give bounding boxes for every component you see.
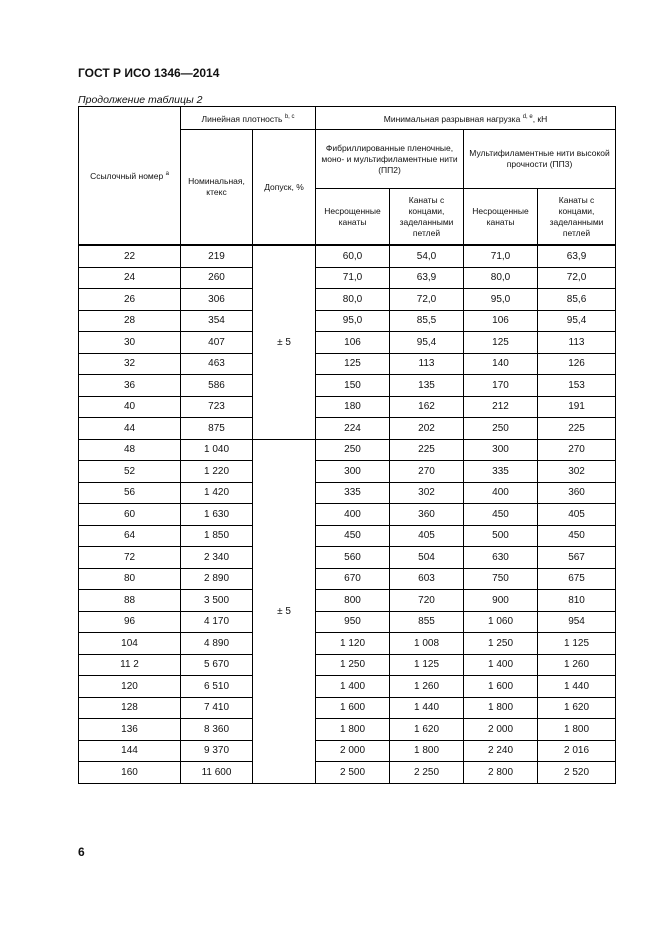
table-cell: 504	[390, 547, 464, 569]
table-cell: 126	[538, 353, 616, 375]
table-cell: 855	[390, 611, 464, 633]
table-cell: 85,5	[390, 310, 464, 332]
table-cell: 1 060	[464, 611, 538, 633]
table-cell: 405	[390, 525, 464, 547]
table-cell: 6 510	[181, 676, 253, 698]
table-cell: 136	[79, 719, 181, 741]
table-cell: 1 250	[464, 633, 538, 655]
table-cell: 80,0	[316, 289, 390, 311]
table-cell: 225	[538, 418, 616, 440]
table-cell: 80	[79, 568, 181, 590]
table-cell: 64	[79, 525, 181, 547]
table-cell: 306	[181, 289, 253, 311]
table-row	[79, 504, 616, 526]
table-cell: 106	[464, 310, 538, 332]
header-min-breaking-load	[316, 107, 616, 130]
table-cell: 1 440	[390, 697, 464, 719]
table-cell: 104	[79, 633, 181, 655]
table-row	[79, 245, 616, 267]
table-cell: 1 220	[181, 461, 253, 483]
table-cell: 36	[79, 375, 181, 397]
table-cell: 2 000	[464, 719, 538, 741]
table-cell: 1 620	[390, 719, 464, 741]
table-cell: 875	[181, 418, 253, 440]
table-cell: 950	[316, 611, 390, 633]
table-cell: 9 370	[181, 740, 253, 762]
table-cell: 400	[316, 504, 390, 526]
tolerance-cell: ± 5	[253, 439, 316, 783]
table-row	[79, 461, 616, 483]
table-cell: 95,4	[538, 310, 616, 332]
table-cell: 40	[79, 396, 181, 418]
table-cell: 810	[538, 590, 616, 612]
data-table	[78, 106, 616, 784]
table-cell: 24	[79, 267, 181, 289]
table-cell: 450	[464, 504, 538, 526]
table-cell: 48	[79, 439, 181, 461]
table-row	[79, 547, 616, 569]
table-cell: 360	[538, 482, 616, 504]
header-tolerance: Допуск, %	[253, 130, 316, 246]
table-cell: 7 410	[181, 697, 253, 719]
table-row	[79, 418, 616, 440]
table-cell: 1 260	[390, 676, 464, 698]
footnote-mark: a	[165, 171, 169, 178]
table-cell: 150	[316, 375, 390, 397]
table-cell: 135	[390, 375, 464, 397]
table-cell: 2 890	[181, 568, 253, 590]
table-cell: 500	[464, 525, 538, 547]
document-title: ГОСТ Р ИСО 1346—2014	[78, 66, 220, 80]
header-ref-number	[79, 107, 181, 246]
table-row	[79, 568, 616, 590]
table-row	[79, 676, 616, 698]
header-pp3-unspliced: Несрощенные канаты	[464, 189, 538, 246]
table-cell: 5 670	[181, 654, 253, 676]
table-cell: 900	[464, 590, 538, 612]
table-cell: 191	[538, 396, 616, 418]
table-row	[79, 332, 616, 354]
table-cell: 2 250	[390, 762, 464, 784]
table-cell: 250	[464, 418, 538, 440]
table-cell: 96	[79, 611, 181, 633]
header-group-pp3: Мультифиламентные нити высокой прочности (ПП3)	[464, 130, 616, 189]
table-cell: 180	[316, 396, 390, 418]
table-cell: 28	[79, 310, 181, 332]
table-row	[79, 439, 616, 461]
table-cell: 250	[316, 439, 390, 461]
table-row	[79, 611, 616, 633]
header-group-pp2: Фибриллированные пленочные, моно- и мультифиламентные нити (ПП2)	[316, 130, 464, 189]
table-cell: 2 240	[464, 740, 538, 762]
table-cell: 56	[79, 482, 181, 504]
table-cell: 72	[79, 547, 181, 569]
table-cell: 450	[538, 525, 616, 547]
table-cell: 4 170	[181, 611, 253, 633]
header-min-breaking-load-label: Минимальная разрывная нагрузка	[383, 113, 521, 124]
table-cell: 60,0	[316, 245, 390, 267]
table-row	[79, 289, 616, 311]
table-cell: 360	[390, 504, 464, 526]
table-cell: 113	[390, 353, 464, 375]
table-cell: 224	[316, 418, 390, 440]
table-cell: 603	[390, 568, 464, 590]
table-cell: 1 008	[390, 633, 464, 655]
table-cell: 1 400	[316, 676, 390, 698]
table-cell: 160	[79, 762, 181, 784]
tolerance-cell: ± 5	[253, 245, 316, 439]
table-cell: 1 800	[316, 719, 390, 741]
table-row	[79, 740, 616, 762]
table-cell: 1 125	[390, 654, 464, 676]
table-cell: 212	[464, 396, 538, 418]
table-cell: 30	[79, 332, 181, 354]
table-row	[79, 482, 616, 504]
table-cell: 1 420	[181, 482, 253, 504]
table-cell: 11 600	[181, 762, 253, 784]
table-cell: 85,6	[538, 289, 616, 311]
table-row	[79, 590, 616, 612]
table-cell: 4 890	[181, 633, 253, 655]
table-cell: 2 016	[538, 740, 616, 762]
table-cell: 335	[464, 461, 538, 483]
table-cell: 260	[181, 267, 253, 289]
table-row	[79, 633, 616, 655]
table-cell: 80,0	[464, 267, 538, 289]
table-cell: 52	[79, 461, 181, 483]
table-cell: 450	[316, 525, 390, 547]
table-cell: 125	[464, 332, 538, 354]
table-cell: 1 400	[464, 654, 538, 676]
table-cell: 113	[538, 332, 616, 354]
header-unit: , кН	[532, 113, 548, 124]
table-header	[79, 107, 616, 246]
table-cell: 2 800	[464, 762, 538, 784]
table-cell: 405	[538, 504, 616, 526]
table-cell: 1 260	[538, 654, 616, 676]
table-cell: 302	[538, 461, 616, 483]
table-cell: 2 500	[316, 762, 390, 784]
table-cell: 72,0	[538, 267, 616, 289]
header-ref-number-label: Ссылочный номер	[90, 170, 164, 181]
table-cell: 2 340	[181, 547, 253, 569]
table-row	[79, 310, 616, 332]
table-cell: 63,9	[390, 267, 464, 289]
page-number: 6	[78, 845, 85, 859]
table-cell: 1 850	[181, 525, 253, 547]
table-caption: Продолжение таблицы 2	[78, 94, 203, 106]
table-cell: 1 600	[316, 697, 390, 719]
header-nominal: Номинальная, ктекс	[181, 130, 253, 246]
table-cell: 1 250	[316, 654, 390, 676]
header-linear-density-label: Линейная плотность	[201, 113, 283, 124]
table-cell: 88	[79, 590, 181, 612]
table-cell: 60	[79, 504, 181, 526]
table-cell: 2 520	[538, 762, 616, 784]
table-row	[79, 525, 616, 547]
table-cell: 1 600	[464, 676, 538, 698]
table-cell: 54,0	[390, 245, 464, 267]
table-row	[79, 396, 616, 418]
table-cell: 2 000	[316, 740, 390, 762]
table-row	[79, 654, 616, 676]
table-cell: 162	[390, 396, 464, 418]
table-cell: 302	[390, 482, 464, 504]
table-row	[79, 267, 616, 289]
table-row	[79, 762, 616, 784]
table-cell: 225	[390, 439, 464, 461]
table-cell: 670	[316, 568, 390, 590]
table-cell: 72,0	[390, 289, 464, 311]
table-cell: 675	[538, 568, 616, 590]
table-body	[79, 245, 616, 783]
table-cell: 71,0	[464, 245, 538, 267]
table-cell: 170	[464, 375, 538, 397]
table-cell: 300	[464, 439, 538, 461]
table-cell: 270	[538, 439, 616, 461]
table-row	[79, 697, 616, 719]
table-cell: 1 040	[181, 439, 253, 461]
table-cell: 560	[316, 547, 390, 569]
table-cell: 3 500	[181, 590, 253, 612]
table-cell: 750	[464, 568, 538, 590]
table-cell: 26	[79, 289, 181, 311]
table-cell: 400	[464, 482, 538, 504]
table-cell: 463	[181, 353, 253, 375]
table-cell: 1 125	[538, 633, 616, 655]
table-cell: 335	[316, 482, 390, 504]
header-pp3-spliced: Канаты с концами, заделанными петлей	[538, 189, 616, 246]
table-cell: 1 120	[316, 633, 390, 655]
table-cell: 95,0	[464, 289, 538, 311]
table-cell: 95,0	[316, 310, 390, 332]
table-cell: 354	[181, 310, 253, 332]
table-cell: 300	[316, 461, 390, 483]
table-cell: 720	[390, 590, 464, 612]
table-cell: 144	[79, 740, 181, 762]
table-row	[79, 375, 616, 397]
table-cell: 153	[538, 375, 616, 397]
table-cell: 630	[464, 547, 538, 569]
table-cell: 95,4	[390, 332, 464, 354]
table-cell: 586	[181, 375, 253, 397]
table-cell: 800	[316, 590, 390, 612]
table-cell: 407	[181, 332, 253, 354]
header-pp2-spliced: Канаты с концами, заделанными петлей	[390, 189, 464, 246]
table-cell: 120	[79, 676, 181, 698]
table-cell: 723	[181, 396, 253, 418]
table-cell: 567	[538, 547, 616, 569]
table-cell: 106	[316, 332, 390, 354]
table-cell: 954	[538, 611, 616, 633]
table-cell: 1 630	[181, 504, 253, 526]
table-cell: 71,0	[316, 267, 390, 289]
table-cell: 11 2	[79, 654, 181, 676]
table-cell: 270	[390, 461, 464, 483]
table-cell: 1 440	[538, 676, 616, 698]
header-linear-density	[181, 107, 316, 130]
footnote-mark: d, e	[522, 113, 533, 120]
table-cell: 63,9	[538, 245, 616, 267]
table-cell: 125	[316, 353, 390, 375]
table-cell: 1 800	[464, 697, 538, 719]
table-cell: 22	[79, 245, 181, 267]
table-cell: 8 360	[181, 719, 253, 741]
table-cell: 128	[79, 697, 181, 719]
table-cell: 1 620	[538, 697, 616, 719]
table-cell: 219	[181, 245, 253, 267]
table-cell: 32	[79, 353, 181, 375]
header-pp2-unspliced: Несрощенные канаты	[316, 189, 390, 246]
table-cell: 44	[79, 418, 181, 440]
table-cell: 1 800	[538, 719, 616, 741]
table-cell: 202	[390, 418, 464, 440]
footnote-mark: b, c	[284, 113, 295, 120]
table-cell: 140	[464, 353, 538, 375]
table-row	[79, 719, 616, 741]
table-cell: 1 800	[390, 740, 464, 762]
table-row	[79, 353, 616, 375]
